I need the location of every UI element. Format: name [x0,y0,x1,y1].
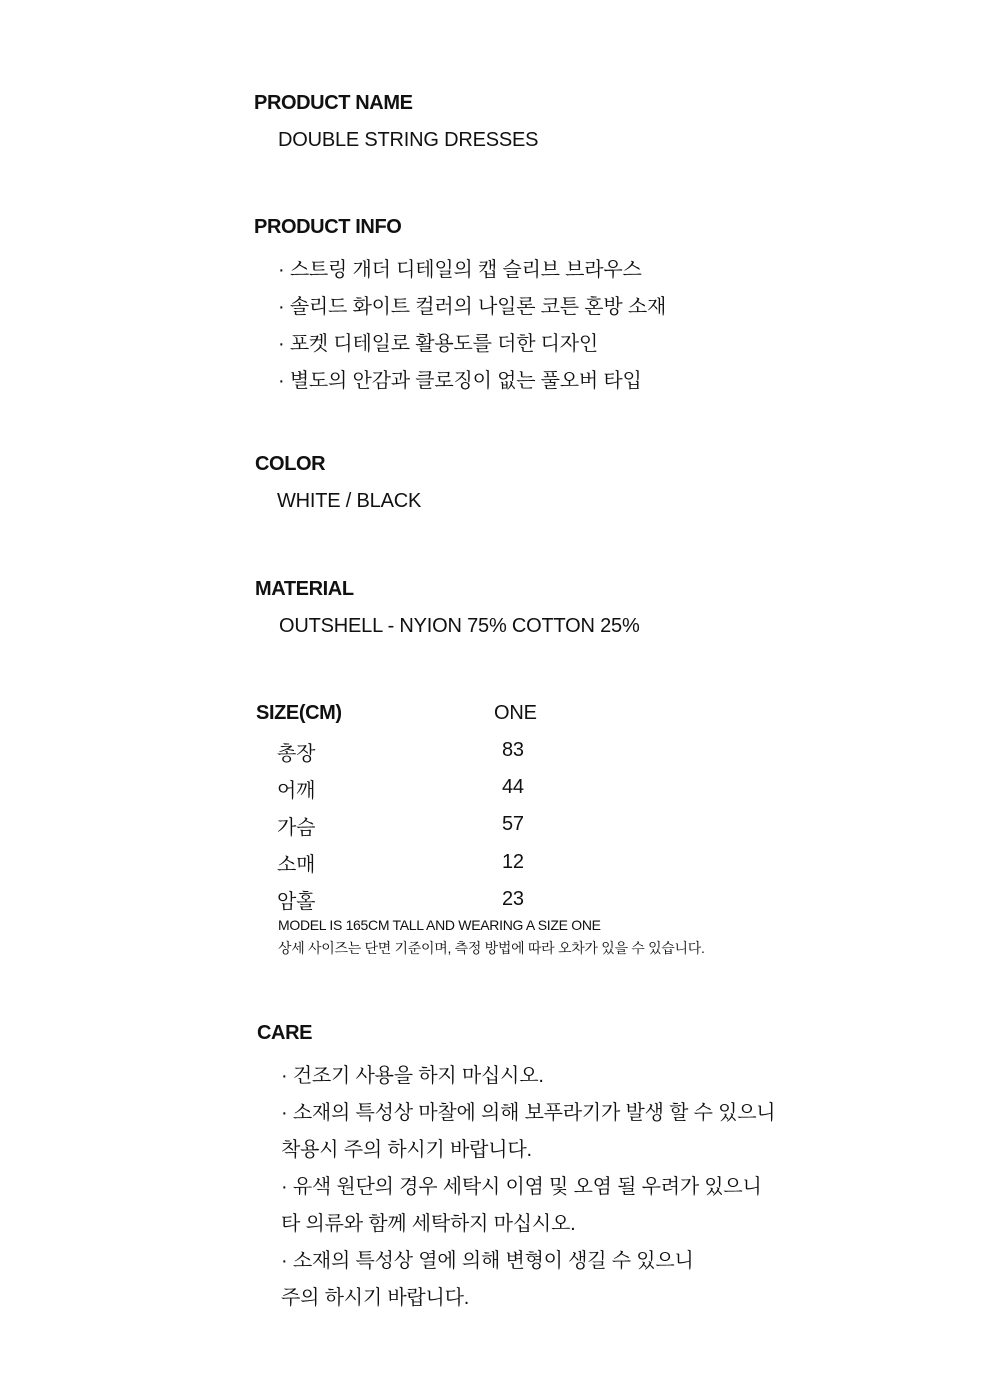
size-row-value: 12 [502,851,524,873]
size-row-value: 83 [502,739,524,761]
size-row-value: 23 [502,888,524,910]
size-column-header: ONE [494,702,537,724]
size-row-label: 암홀 [277,891,316,913]
product-info-heading: PRODUCT INFO [254,216,402,238]
care-line: 착용시 주의 하시기 바랍니다. [281,1139,532,1161]
product-info-item: · 별도의 안감과 클로징이 없는 풀오버 타입 [278,370,642,392]
size-row-label: 소매 [277,854,316,876]
care-line: · 소재의 특성상 마찰에 의해 보푸라기가 발생 할 수 있으니 [281,1102,776,1124]
care-heading: CARE [257,1022,313,1044]
care-line: · 소재의 특성상 열에 의해 변형이 생길 수 있으니 [281,1250,694,1272]
care-line: 주의 하시기 바랍니다. [281,1287,470,1309]
product-name-value: DOUBLE STRING DRESSES [278,129,539,151]
material-heading: MATERIAL [255,578,354,600]
size-model-note: MODEL IS 165CM TALL AND WEARING A SIZE ONE [278,917,601,933]
size-row-value: 57 [502,813,524,835]
product-name-heading: PRODUCT NAME [254,92,413,114]
size-row-label: 가슴 [277,817,316,839]
color-heading: COLOR [255,453,326,475]
size-heading: SIZE(CM) [256,702,342,724]
care-line: 타 의류와 함께 세탁하지 마십시오. [281,1213,576,1235]
size-measure-note: 상세 사이즈는 단면 기준이며, 측정 방법에 따라 오차가 있을 수 있습니다. [278,940,705,956]
size-row-value: 44 [502,776,524,798]
product-info-item: · 포켓 디테일로 활용도를 더한 디자인 [278,333,599,355]
product-info-item: · 솔리드 화이트 컬러의 나일론 코튼 혼방 소재 [278,296,667,318]
product-info-item: · 스트링 개더 디테일의 캡 슬리브 브라우스 [278,259,642,281]
care-line: · 유색 원단의 경우 세탁시 이염 및 오염 될 우려가 있으니 [281,1176,762,1198]
material-value: OUTSHELL - NYION 75% COTTON 25% [279,615,640,637]
size-row-label: 어깨 [277,780,316,802]
size-row-label: 총장 [277,743,316,765]
color-value: WHITE / BLACK [277,490,422,512]
care-line: · 건조기 사용을 하지 마십시오. [281,1065,544,1087]
